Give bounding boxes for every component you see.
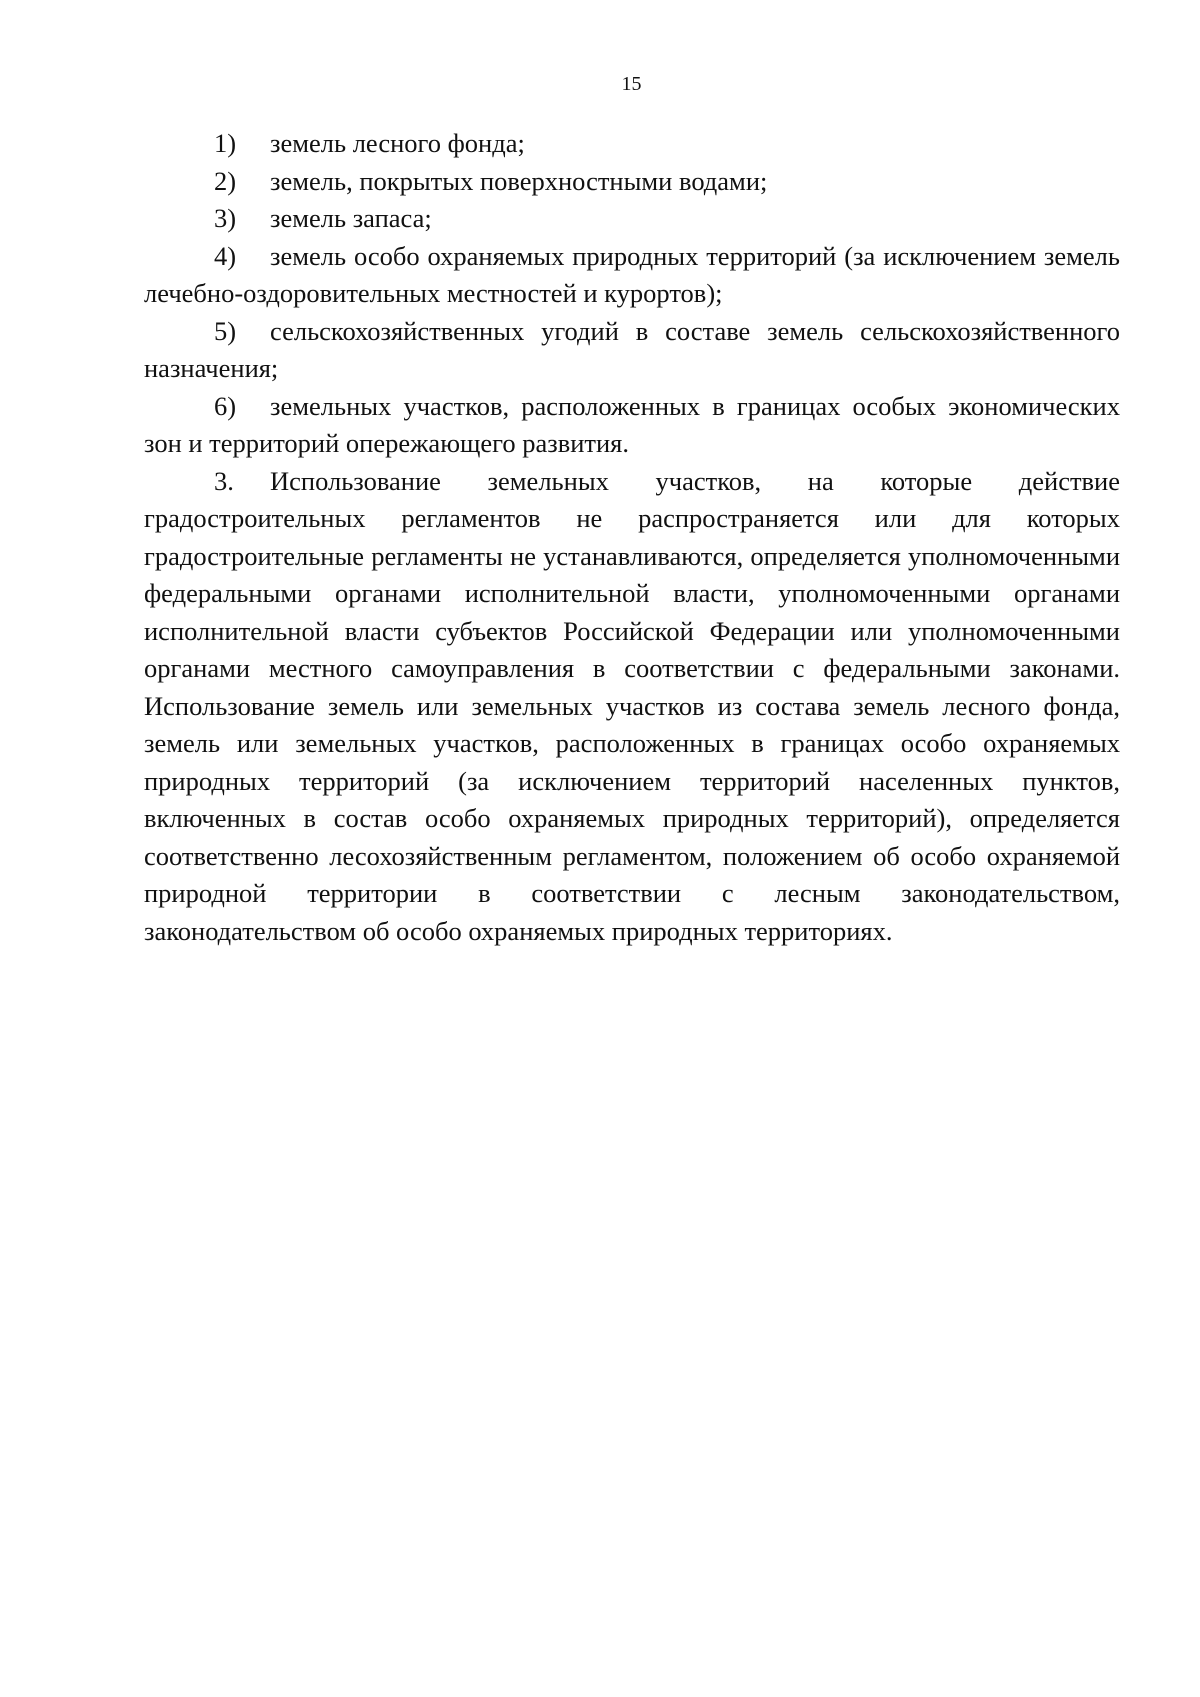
document-body [144,125,1120,950]
list-item-3 [144,200,1120,238]
list-item-5 [144,313,1120,388]
item-number: 2) [214,165,237,196]
section-number: 3. [214,465,234,496]
list-item-4 [144,238,1120,313]
item-text: земель особо охраняемых природных территорий (за исключением земель лечебно-оздоровительных местностей и курортов); [144,240,1120,308]
list-item-6 [144,388,1120,463]
item-text: земель, покрытых поверхностными водами; [270,165,768,196]
item-text: земель лесного фонда; [270,128,525,158]
item-text: сельскохозяйственных угодий в составе земель сельскохозяйственного назначения; [144,315,1120,383]
item-number: 3) [214,203,237,233]
item-number: 1) [214,128,237,158]
list-item-1 [144,125,1120,163]
item-text: земельных участков, расположенных в границах особых экономических зон и территорий опережающего развития. [144,390,1120,458]
list-item-2 [144,163,1120,201]
item-text: земель запаса; [270,203,432,233]
section-text: Использование земельных участков, на которые действие градостроительных регламентов не распространяется или для которых градостроительные регламенты не устанавливаются, определяется уполномоченными федеральными органами исполнительной власти, уполномоченными органами исполнительной власти субъектов Российской Федерации или уполномоченными органами местного самоуправления в соответствии с федеральными законами. Использование земель или земельных участков из состава земель лесного фонда, земель или земельных участков, расположенных в границах особо охраняемых природных территорий (за исключением территорий населенных пунктов, включенных в состав особо охраняемых природных территорий), определяется соответственно лесохозяйственным регламентом, положением об особо охраняемой природной территории в соответствии с лесным законодательством, законодательством об особо охраняемых природных территориях. [144,465,1120,946]
section-paragraph-3 [144,463,1120,951]
item-number: 6) [214,390,237,421]
page-number: 15 [621,73,642,95]
item-number: 4) [214,240,237,271]
item-number: 5) [214,315,237,346]
